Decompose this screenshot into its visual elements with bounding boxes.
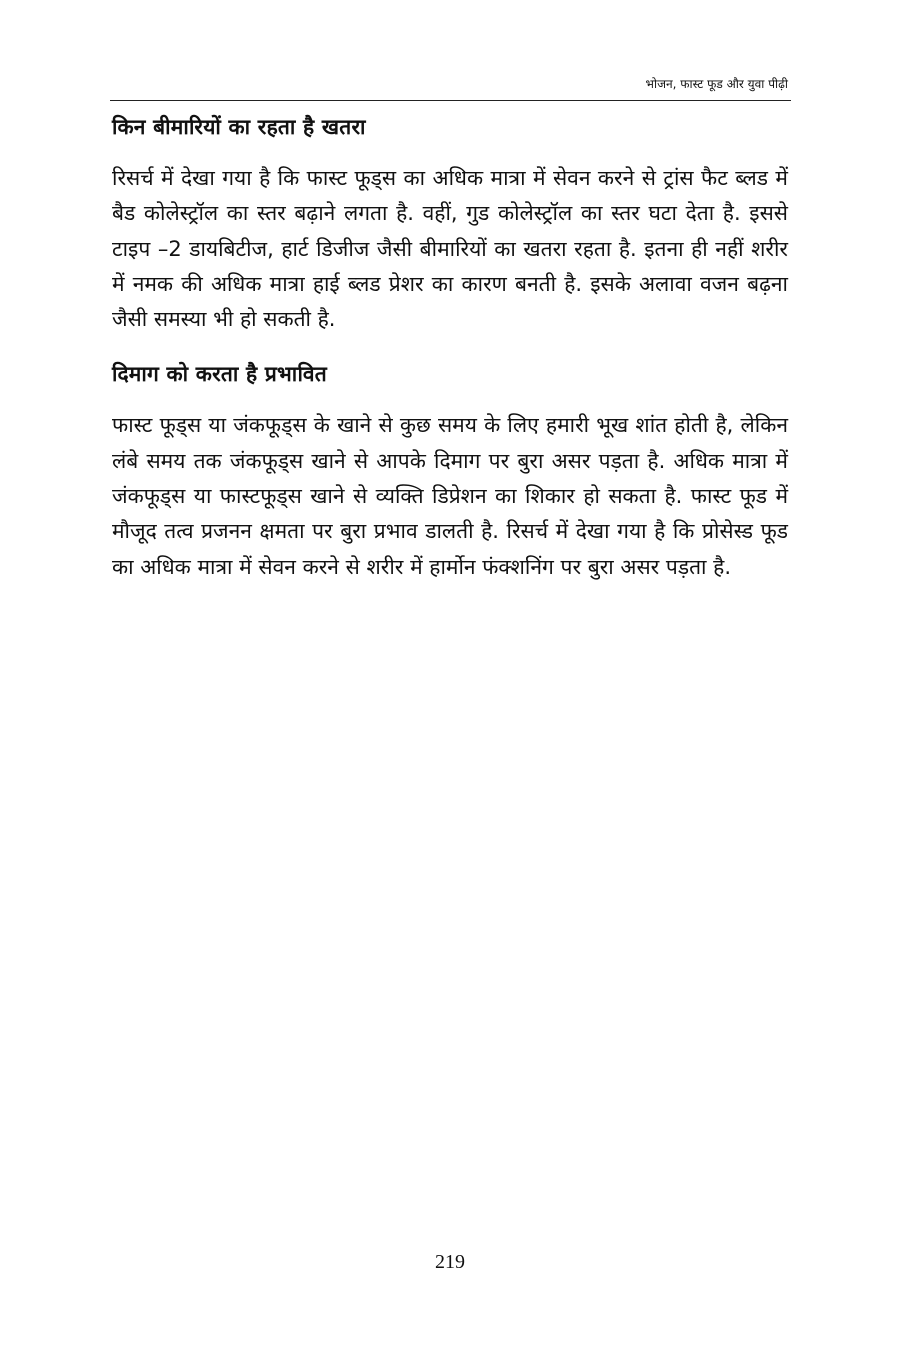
section-heading-brain-effect: दिमाग को करता है प्रभावित bbox=[112, 362, 327, 387]
header-rule bbox=[110, 100, 791, 101]
section-paragraph-brain-effect: फास्ट फूड्स या जंकफूड्स के खाने से कुछ समय के लिए हमारी भूख शांत होती है, लेकिन लंबे समय तक जंकफूड्स खाने से आपके दिमाग पर बुरा असर पड़ता है. अधिक मात्रा में जंकफूड्स या फास्टफूड्स खाने से व्यक्ति डिप्रेशन का शिकार हो सकता है. फास्ट फूड में मौजूद तत्व प्रजनन क्षमता पर बुरा प्रभाव डालती है. रिसर्च में देखा गया है कि प्रोसेस्ड फूड का अधिक मात्रा में सेवन करने से शरीर में हार्मोन फंक्शनिंग पर बुरा असर पड़ता है. bbox=[112, 413, 788, 579]
section-heading-diseases-risk: किन बीमारियों का रहता है खतरा bbox=[112, 115, 366, 139]
page-number: 219 bbox=[435, 1251, 465, 1273]
section-paragraph-diseases-risk: रिसर्च में देखा गया है कि फास्ट फूड्स का अधिक मात्रा में सेवन करने से ट्रांस फैट ब्लड में बैड कोलेस्ट्रॉल का स्तर बढ़ाने लगता है. वहीं, गुड कोलेस्ट्रॉल का स्तर घटा देता है. इससे टाइप –2 डायबिटीज, हार्ट डिजीज जैसी बीमारियों का खतरा रहता है. इतना ही नहीं शरीर में नमक की अधिक मात्रा हाई ब्लड प्रेशर का कारण बनती है. इसके अलावा वजन बढ़ना जैसी समस्या भी हो सकती है. bbox=[112, 166, 788, 332]
running-header: भोजन, फास्ट फूड और युवा पीढ़ी bbox=[645, 77, 788, 91]
page-content bbox=[112, 110, 788, 585]
